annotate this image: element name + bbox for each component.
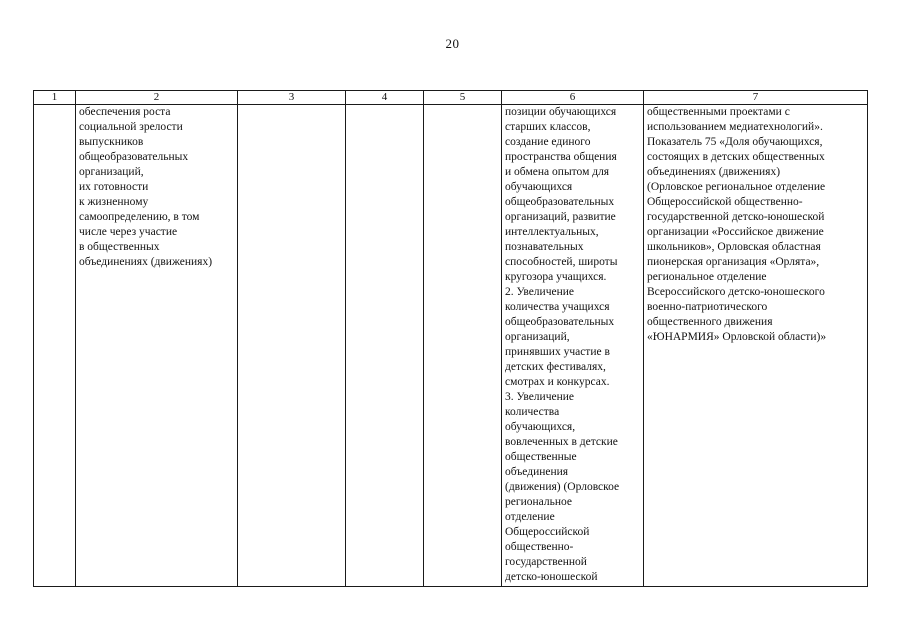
content-table xyxy=(33,90,868,587)
cell-col2-text: обеспечения роста социальной зрелости выпускников общеобразовательных организаций, их готовности к жизненному самоопределению, в том числе через участие в общественных объединениях (движениях) xyxy=(79,106,213,268)
column-header-3: 3 xyxy=(238,91,346,105)
column-header-4: 4 xyxy=(346,91,424,105)
cell-col6 xyxy=(502,105,644,587)
cell-col4 xyxy=(346,105,424,587)
header-row xyxy=(34,91,868,105)
cell-col3 xyxy=(238,105,346,587)
column-header-6: 6 xyxy=(502,91,644,105)
column-header-5: 5 xyxy=(424,91,502,105)
page-number: 20 xyxy=(445,36,460,51)
column-header-1: 1 xyxy=(34,91,76,105)
cell-col1 xyxy=(34,105,76,587)
column-header-2: 2 xyxy=(76,91,238,105)
table-row xyxy=(34,105,868,587)
cell-col7-text: общественными проектами с использованием медиатехнологий». Показатель 75 «Доля обучающихся, состоящих в детских общественных объединениях (движениях) (Орловское региональное отделение Общероссийской общественно- государственной детско-юношеской организации «Российское движение школьников», Орловская областная пионерская организация «Орлята», региональное отделение Всероссийского детско-юношеского военно-патриотического общественного движения «ЮНАРМИЯ» Орловской области)» xyxy=(647,106,827,343)
column-header-7: 7 xyxy=(644,91,868,105)
cell-col5 xyxy=(424,105,502,587)
cell-col6-text: позиции обучающихся старших классов, создание единого пространства общения и обмена опытом для обучающихся общеобразовательных организаций, развитие интеллектуальных, познавательных способностей, широты кругозора учащихся. 2. Увеличение количества учащихся общеобразовательных организаций, принявших участие в детских фестивалях, смотрах и конкурсах. 3. Увеличение количества обучающихся, вовлеченных в детские общественные объединения (движения) (Орловское региональное отделение Общероссийской общественно- государственной детско-юношеской xyxy=(505,106,620,583)
cell-col7 xyxy=(644,105,868,587)
cell-col2 xyxy=(76,105,238,587)
